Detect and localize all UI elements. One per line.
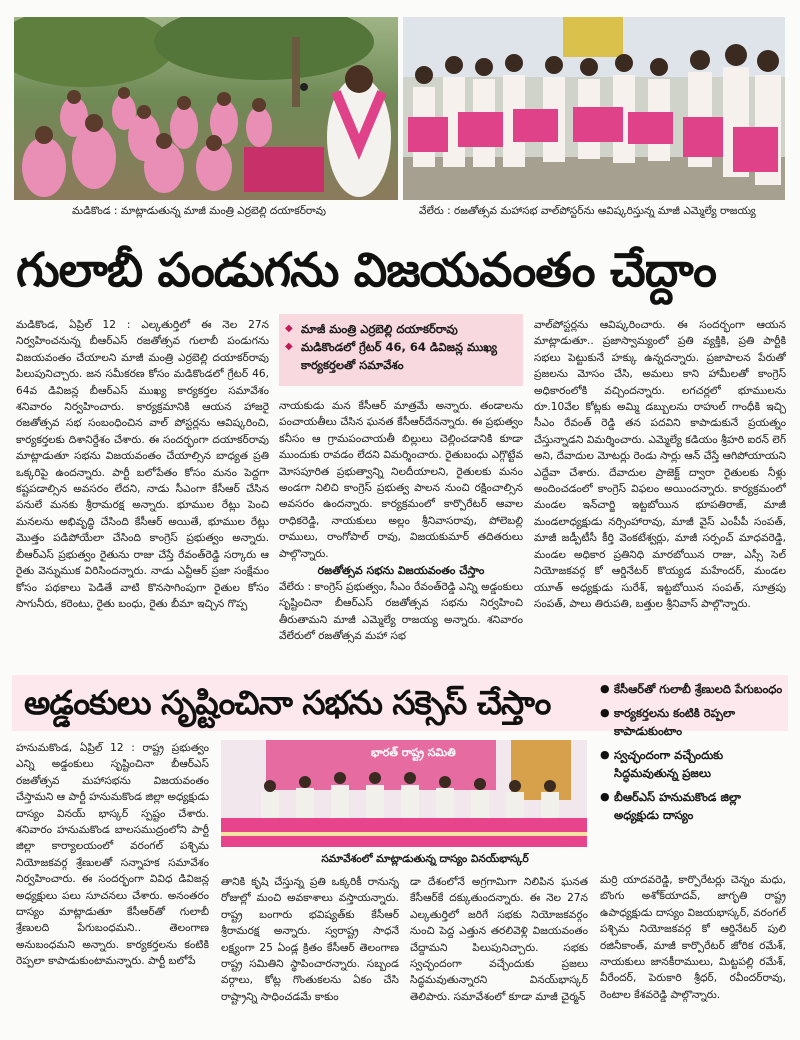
story1-column-1 xyxy=(16,317,269,667)
story1-col2-subhead: రజతోత్సవ సభను విజయవంతం చేస్తాం xyxy=(317,564,485,578)
story2-headline: అడ్డంకులు సృష్టించినా సభను సక్సెస్ చేస్తాం xyxy=(24,683,551,722)
meeting-photo-illustration xyxy=(14,17,398,200)
story1-col3-text: వాల్‌పోస్టర్లను ఆవిష్కరించారు. ఈ సందర్భంగా ఆయన మాట్లాడుతూ.. ప్రజాస్వామ్యంలో ప్రతి వ్యక్తికి, ప్రతి పార్టీకి సభలు పెట్టుకునే హక్కు ఉన్నదన్నారు. ప్రజాపాలన పేరుతో ప్రజలను మోసం చేసి, అమలు కాని హామీలతో కాంగ్రెస్ అధికారంలోకి వచ్చిందన్నారు. లగచర్లలో భూముల‌ను రూ.10వేల కోట్లకు అమ్మి డబ్బులను రాహుల్ గాంధీకి ఇచ్చి సీఎం రేవంత్ రెడ్డి తన పదవిని కాపాడుకునే ప్రయత్నం చేస్తున్నాడని విమర్శించారు. ఎమ్మెల్యే కడియం శ్రీహరి ఐరన్ లెగ్ అని, దేవాదుల మోటర్లు రెండు సార్లు ఆన్ చేస్తే ఆగిపోయాయని ఎద్దేవా చేశారు. దేవాదుల ప్రాజెక్ట్ ద్వారా రైతులకు నీళ్లు అందించడంలో కాంగ్రెస్ విఫలం అయిందన్నారు. కార్యక్రమంలో మండల ఇన్‌చార్జి ఇట్టబోయిన భూపతిరాజ్, మాజీ మండలాధ్యక్షుడు నర్సింహారావు, మాజీ వైస్ ఎంపీపీ సంపత్, మాజీ జడ్పీటీసీ కీర్తి వెంకటేశ్వర్లు, మాజీ సర్పంచ్ మాధవరెడ్డి, మండల అధికార ప్రతినిధి మారబోయిన రాజు, ఎస్సీ సెల్ నియోజకవర్గ కో ఆర్డినేటర్ కొయ్యడ మహేందర్, మండల యూత్ అధ్యక్షుడు సురేశ్, ఇట్టబోయిన సంపత్, సూత్రపు సంపత్, పాలు తిరుపతి, బత్తుల శ్రీనివాస్ పాల్గొన్నారు. xyxy=(534,319,786,610)
story2-col3-text: డా దేశంలోనే అగ్రగామిగా నిలిపిన ఘనత కేసీఆర్‌కే దక్కుతుందన్నారు. ఈ నెల 27న ఎల్కతుర్తిలో జరిగే సభకు నియోజకవర్గం నుంచి పెద్ద ఎత్తున తరలివెళ్లి విజయవంతం చేద్దామని పిలుపునిచ్చారు. సభకు స్వచ్ఛందంగా వచ్చేందుకు ప్రజలు సిద్ధమవుతున్నారని వినయ్‌భాస్కర్ తెలిపారు. సమావేశంలో కూడా మాజీ చైర్మన్ xyxy=(410,876,588,1003)
story1-highlight-2: ◆ మడికొండలో గ్రేటర్ 46, 64 డివిజన్ల ముఖ్య కార్యకర్తలతో సమావేశం xyxy=(285,338,517,374)
photo-caption-left: మడికొండ : మాట్లాడుతున్న మాజీ మంత్రి ఎర్రబెల్లి దయాకర్‌రావు xyxy=(72,205,326,217)
story2-bullet-3: ● స్వచ్ఛందంగా వచ్చేందుకు సిద్ధమవుతున్న ప్రజలు xyxy=(600,746,786,782)
story2-column-3 xyxy=(410,874,588,1034)
story2-col1-text: హనుమకొండ, ఏప్రిల్ 12 : రాష్ట్ర ప్రభుత్వం ఎన్ని అడ్డంకులు సృష్టించినా బీఆర్ఎస్ రజతోత్సవ మహాసభను విజయవంతం చేస్తామని ఆ పార్టీ హనుమకొండ జిల్లా అధ్యక్షుడు దాస్యం వినయ్ భాస్కర్ స్పష్టం చేశారు. శనివారం హనుమకొండ బాలసముద్రంలోని పార్టీ జిల్లా కార్యాలయంలో వరంగల్ పశ్చిమ నియోజకవర్గ శ్రేణులతో సన్నాహక సమావేశం నిర్వహించారు. ఈ సందర్భంగా వివిధ డివిజన్ల అధ్యక్షులు పలు సూచనలు చేశారు. అనంతరం దాస్యం మాట్లాడుతూ కేసీఆర్‌తో గులాబీ శ్రేణులది పేగుబంధమని.. తెలంగాణ అనుబంధమని అన్నారు. కార్యకర్తలను కంటికి రెప్పలా కాపాడుకుంటామన్నారు. పార్టీ బలోపే xyxy=(16,742,209,968)
poster-launch-photo-illustration xyxy=(403,17,785,200)
story1-highlights-box xyxy=(279,314,523,386)
story1-headline: గులాబీ పండుగను విజయవంతం చేద్దాం xyxy=(16,243,716,298)
story2-bullet-2: ● కార్యకర్తలను కంటికి రెప్పలా కాపాడుకుంటాం xyxy=(600,704,786,740)
story1-highlight-1: ◆ మాజీ మంత్రి ఎర్రబెల్లి దయాకర్‌రావు xyxy=(285,320,517,338)
photo-poster-launch-velair xyxy=(403,17,785,200)
brs-banner-text: భారత్ రాష్ట్ర సమితి xyxy=(371,746,456,759)
photo-caption-right: వేలేరు : రజతోత్సవ మహాసభ వాల్‌పోస్టర్‌ను ఆవిష్కరిస్తున్న మాజీ ఎమ్మెల్యే రాజయ్య xyxy=(419,205,756,217)
story2-column-4 xyxy=(600,872,786,1034)
story1-column-3 xyxy=(534,317,786,667)
story2-bullet-1: ● కేసీఆర్‌తో గులాబీ శ్రేణులది పేగుబంధం xyxy=(600,680,786,698)
photo-dasyam-meeting xyxy=(221,740,587,847)
story1-col2-text: నాయకుడు మన కేసీఆర్ మాత్రమే అన్నారు. తండాలను పంచాయతీలు చేసిన ఘనత కేసీఆర్‌దేనన్నారు. ఈ ప్రభుత్వం కనీసం ఆ గ్రామపంచాయతీ బిల్లులు చెల్లించడానికి కూడా ముందుకు రావడం లేదని విమర్శించారు. రైతుబంధు ఎగ్గొట్టేవ మోసపూరిత ప్రభుత్వాన్ని నిలదీయాలని, రైతులకు మనం అండగా నిలిచి కాంగ్రెస్ ప్రభుత్వ పాలన నుంచి రక్షించాల్సిన అవసరం ఉందన్నారు. కార్యక్రమంలో కార్పొరేటర్ ఆవాల రాధికరెడ్డి, నాయకులు అల్లం శ్రీనివాసరావు, పోలెబల్లి రాములు, రాంగోపాల్ రావు, విజయకుమార్ తదితరులు పాల్గొన్నారు. xyxy=(279,400,523,560)
story1-col2b-text: వేలేరు : కాంగ్రెస్ ప్రభుత్వం, సీఎం రేవంత్‌రెడ్డి ఎన్ని అడ్డంకులు సృష్టించినా బీఆర్ఎస్ రజతోత్సవ సభను నిర్వహించి తీరుతామని మాజీ ఎమ్మెల్యే రాజయ్య అన్నారు. శనివారం వేలేరులో రజతోత్సవ మహా సభ xyxy=(279,581,523,643)
photo-meeting-madikonda xyxy=(14,17,398,200)
story2-col2-text: తానికి కృషి చేస్తున్న ప్రతి ఒక్కరికీ రానున్న రోజుల్లో మంచి అవకాశాలు వస్తాయన్నారు. రాష్ట్ర బంగారు భవిష్యత్‌కు కేసీఆర్ శ్రీరామరక్ష అన్నారు. స్వరాష్ట్ర సాధనే లక్ష్యంగా 25 ఏండ్ల క్రితం కేసీఆర్ తెలంగాణ రాష్ట్ర సమితిని స్థాపించారన్నారు. సబ్బండ వర్గాలు, కోట్ల గొంతుకలను ఏకం చేసి రాష్ట్రాన్ని సాధించడమే కాకుం xyxy=(221,876,399,1003)
story2-column-1 xyxy=(16,740,209,1030)
story2-bullet-4: ● బీఆర్ఎస్ హనుమకొండ జిల్లా అధ్యక్షుడు దాస్యం xyxy=(600,788,786,824)
story1-column-2 xyxy=(279,398,523,666)
story2-col4-text: మర్రి యాదవరెడ్డి, కార్పొరేటర్లు చెన్నం మధు, బొంగు అశోక్‌యాదవ్, జాగృతి రాష్ట్ర ఉపాధ్యక్షుడు దాస్యం విజయభాస్కర్, వరంగల్ పశ్చిమ నియోజకవర్గ కో ఆర్డినేటర్ పులి రజినీకాంత్, మాజీ కార్పొరేటర్ జోరిక రమేశ్, నాయకులు జానకీరాములు, మిట్టపల్లి రమేశ్, వీరేందర్, పెరుకారి శ్రీధర్, రవీందర్‌రావు, రెంటాల కేశవరెడ్డి పాల్గొన్నారు. xyxy=(600,874,786,1001)
story1-col1-text: మడికొండ, ఏప్రిల్ 12 : ఎల్కతుర్తిలో ఈ నెల 27న నిర్వహించనున్న బీఆర్ఎస్ రజతోత్సవ గులాబీ పండుగను విజయవంతం చేయాలని మాజీ మంత్రి ఎర్రబెల్లి దయాకర్‌రావు పిలుపునిచ్చారు. జన సమీకరణ కోసం మడికొండలో గ్రేటర్ 46, 64వ డివిజన్ల బీఆర్ఎస్ ముఖ్య కార్యకర్తల సమావేశం శనివారం నిర్వహించారు. కార్యక్రమానికి ఆయన హాజరై రజతోత్సవ సభ సంబంధించిన వాల్ పోస్టర్లను ఆవిష్కరించి, కార్యకర్తలకు దిశానిర్దేశం చేశారు. ఈ సందర్భంగా దయాకర్‌రావు మాట్లాడుతూ సభను విజయవంతం చేయాల్సిన బాధ్యత ప్రతి ఒక్కరిపై ఉందన్నారు. పార్టీ బలోపేతం కోసం మనం పెద్దగా కష్టపడాల్సిన అవసరం లేదని, నాడు సీఎంగా కేసీఆర్ చేసిన పనులే మనకు శ్రీరామరక్ష అన్నారు. భూముల రేట్లు పెంచి మనలను అభివృద్ధి చేసింది కేసీఆర్ అయితే, భూముల రేట్లు మొత్తం పడిపోయేలా చేసింది కాంగ్రెస్ ప్రభుత్వం అన్నారు. బీఆర్ఎస్ ప్రభుత్వం రైతును రాజు చేస్తే రేవంత్‌రెడ్డి సర్కారు ఆ రైతు వెన్నుముక విరిసిందన్నారు. నాడు ఎన్టీఆర్ ప్రజా సంక్షేమం కోసం పథకాలు పెడితే వాటి కొనసాగింపుగా రైతుల కోసం సాగునీరు, కరెంటు, రైతు బంధు, రైతు బీమా ఇచ్చిన గొప్ప xyxy=(16,319,269,610)
story2-bullets xyxy=(600,680,786,830)
story2-column-2 xyxy=(221,874,399,1034)
story2-photo-caption: సమావేశంలో మాట్లాడుతున్న దాస్యం వినయ్‌భాస్కర్ xyxy=(321,853,529,865)
